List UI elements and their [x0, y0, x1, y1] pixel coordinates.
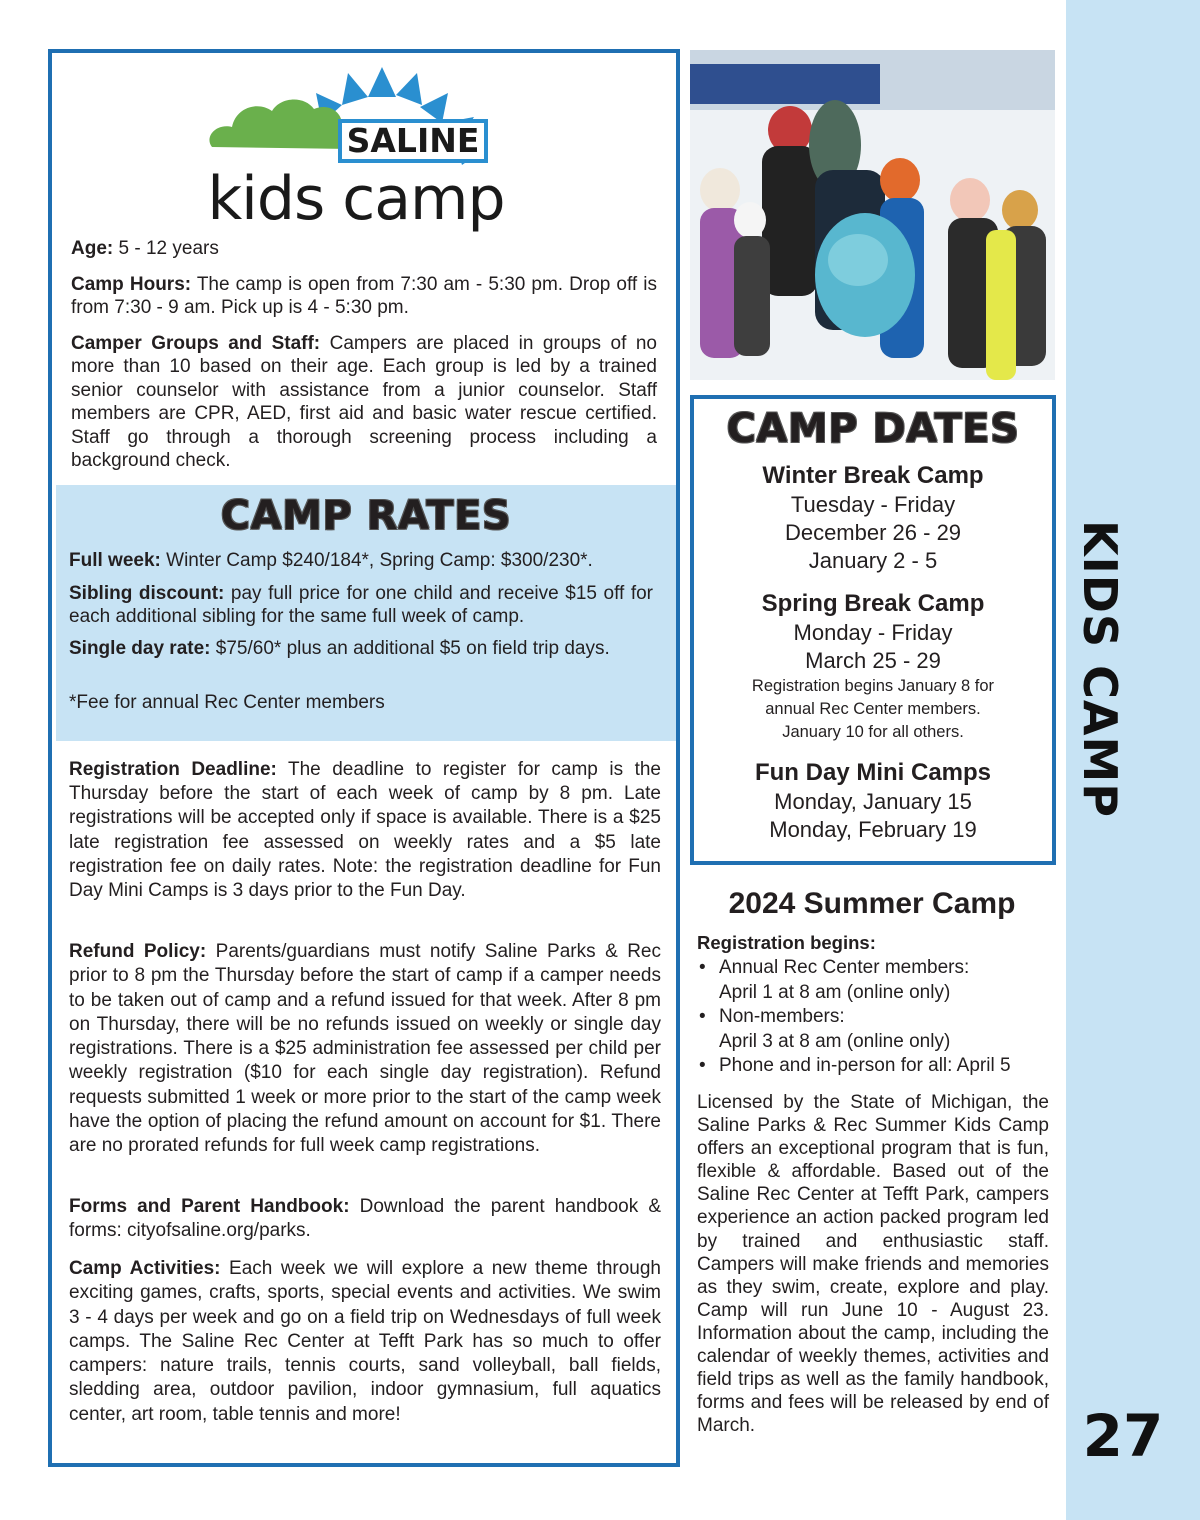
camp-rates-section [56, 485, 676, 741]
list-item-detail: April 1 at 8 am (online only) [719, 981, 951, 1003]
list-item [697, 1005, 1052, 1054]
campers-photo [690, 50, 1055, 380]
camp-hours-value: The camp is open from 7:30 am - 5:30 pm. Drop off is from 7:30 - 9 am. Pick up is 4 - 5:30 pm. [71, 274, 657, 319]
camp-dates-heading: CAMP DATES [726, 406, 1020, 452]
list-item [697, 956, 1052, 1005]
page-number: 27 [1082, 1402, 1164, 1470]
list-item-title: • Annual Rec Center members: [719, 957, 970, 978]
spring-break-camp [694, 589, 1052, 744]
registration-deadline-text [69, 758, 661, 903]
camp-hours-label: Camp Hours: [71, 274, 192, 295]
list-item-title: • Phone and in-person for all: April 5 [719, 1055, 1011, 1076]
winter-break-camp [694, 461, 1052, 575]
fun-day-name: Fun Day Mini Camps [754, 759, 992, 786]
camp-rates-heading: CAMP RATES [220, 493, 512, 539]
camp-activities-text [69, 1257, 661, 1427]
sibling-discount [69, 582, 653, 629]
single-day-value: $75/60* plus an additional $5 on field trip days. [210, 638, 610, 659]
fun-day-mini-camps [694, 758, 1052, 844]
winter-camp-days: Tuesday - Friday [790, 492, 956, 517]
camp-hours-text [71, 273, 657, 320]
single-day-rate [69, 637, 653, 660]
winter-camp-name: Winter Break Camp [762, 462, 984, 489]
fun-day-date-1: Monday, January 15 [774, 789, 972, 814]
winter-camp-dates-1: December 26 - 29 [784, 520, 962, 545]
fun-day-date-2: Monday, February 19 [769, 817, 977, 842]
spring-camp-name: Spring Break Camp [761, 590, 985, 617]
age-value: 5 - 12 years [113, 238, 219, 259]
saline-kids-camp-logo [192, 57, 532, 237]
single-day-label: Single day rate: [69, 638, 211, 659]
registration-list [697, 956, 1052, 1079]
camp-activities-label: Camp Activities: [69, 1258, 221, 1279]
full-week-label: Full week: [69, 550, 161, 571]
info-panel [48, 49, 680, 1467]
sibling-discount-label: Sibling discount: [69, 583, 225, 604]
refund-policy-text [69, 940, 661, 1159]
camp-dates-box [690, 395, 1056, 865]
summer-camp-description: Licensed by the State of Michigan, the Saline Parks & Rec Summer Kids Camp offers an exceptional program that is fun, flexible & affordable. Based out of the Saline Rec Center at Tefft Park, campers experience an action packed program led by trained and enthusiastic staff. Campers will make friends and memories as they swim, create, explore and play. Camp will run June 10 - August 23. Information about the camp, including the calendar of weekly themes, activities and field trips as well as the family handbook, forms and fees will be released by end of March. [697, 1092, 1049, 1437]
age-label: Age: [71, 238, 114, 259]
sibling-discount-value: pay full price for one child and receive $15 off for each additional sibling for the same full week of camp. [69, 583, 653, 628]
age-text [71, 237, 657, 260]
list-item [697, 1054, 1052, 1079]
spring-registration-note-1: Registration begins January 8 for [751, 677, 995, 695]
summer-camp-heading: 2024 Summer Camp [728, 887, 1016, 920]
full-week-value: Winter Camp $240/184*, Spring Camp: $300/230*. [160, 550, 593, 571]
spring-registration-note-3: January 10 for all others. [782, 723, 964, 741]
sidebar-title: KIDS CAMP [1073, 520, 1127, 818]
rates-footnote: *Fee for annual Rec Center members [69, 692, 385, 713]
spring-camp-dates: March 25 - 29 [805, 648, 941, 673]
registration-deadline-label: Registration Deadline: [69, 759, 277, 780]
refund-policy-value: Parents/guardians must notify Saline Parks & Rec prior to 8 pm the Thursday before the start of camp if a camper needs to be taken out of camp and a refund issued for that week. After 8 pm on Thursday, there will be no refunds issued on weekly or single day registrations. There is a $25 administration fee assessed per child per weekly registration ($10 for each single day registration). Refund requests submitted 1 week or more prior to the start of the camp week have the option of placing the refund amount on account for $1. There are no prorated refunds for full week camp registrations. [69, 941, 661, 1157]
full-week-rate [69, 549, 653, 572]
list-item-detail: April 3 at 8 am (online only) [719, 1030, 951, 1052]
camper-groups-label: Camper Groups and Staff: [71, 333, 321, 354]
logo-top-word: SALINE [346, 121, 480, 160]
registration-begins-label: Registration begins: [697, 932, 876, 953]
spring-registration-note-2: annual Rec Center members. [765, 700, 981, 718]
forms-handbook-value: Download the parent handbook & forms: cityofsaline.org/parks. [69, 1196, 662, 1242]
winter-camp-dates-2: January 2 - 5 [808, 548, 938, 573]
camper-groups-text [71, 332, 657, 472]
camp-activities-value: Each week we will explore a new theme through exciting games, crafts, sports, special events and activities. We swim 3 - 4 days per week and go on a field trip on Wednesdays of full week camps. The Saline Rec Center at Tefft Park has so much to offer campers: nature trails, tennis courts, sand volleyball, ball fields, sledding area, outdoor pavilion, indoor gymnasium, full aquatics center, art room, table tennis and more! [69, 1258, 661, 1425]
registration-deadline-value: The deadline to register for camp is the Thursday before the start of each week of camp by 8 pm. Late registrations will be accepted only if space is available. There is a $25 late registration fee assessed on weekly rates and a $5 late registration fee on daily rates. Note: the registration deadline for Fun Day Mini Camps is 3 days prior to the Fun Day. [69, 759, 661, 902]
list-item-title: • Non-members: [719, 1006, 845, 1027]
camper-groups-value: Campers are placed in groups of no more than 10 based on their age. Each group is led by a trained senior counselor with assistance from a junior counselor. Staff members are CPR, AED, first aid and basic water rescue certified. Staff go through a thorough screening process including a background check. [71, 333, 657, 472]
forms-handbook-label: Forms and Parent Handbook: [69, 1196, 350, 1217]
refund-policy-label: Refund Policy: [69, 941, 207, 962]
spring-camp-days: Monday - Friday [793, 620, 953, 645]
forms-handbook-text [69, 1195, 661, 1243]
logo-bottom-words: kids camp [207, 164, 505, 234]
